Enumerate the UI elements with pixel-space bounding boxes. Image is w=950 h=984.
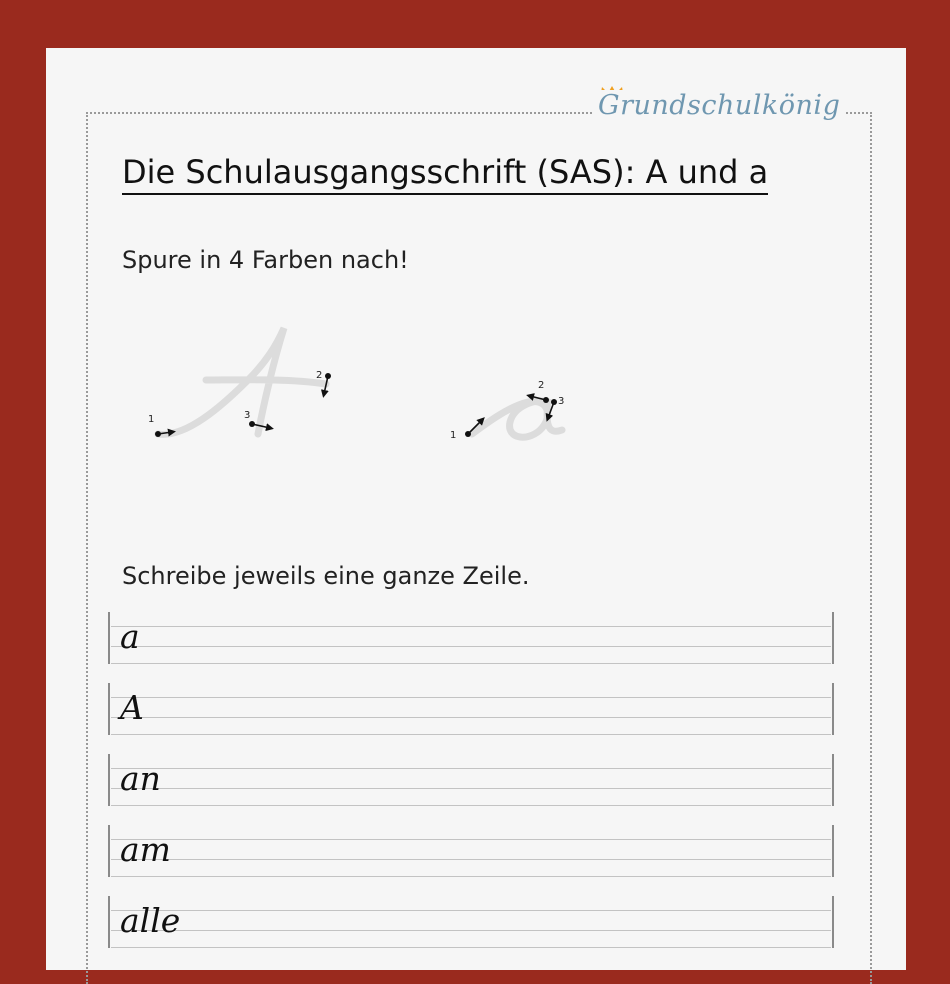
page-title: Die Schulausgangsschrift (SAS): A und a bbox=[122, 152, 768, 195]
stroke-number: 3 bbox=[558, 396, 565, 407]
model-word: A bbox=[120, 688, 144, 727]
stroke-number: 1 bbox=[148, 414, 155, 425]
tracing-letters bbox=[126, 310, 586, 480]
brand-logo: Grundschulkönig bbox=[594, 90, 844, 121]
stroke-number: 3 bbox=[244, 410, 251, 421]
model-word: an bbox=[120, 759, 161, 798]
writing-row[interactable] bbox=[108, 754, 834, 806]
worksheet-page bbox=[46, 48, 906, 970]
model-word: alle bbox=[120, 901, 181, 940]
writing-row[interactable] bbox=[108, 612, 834, 664]
writing-lines bbox=[108, 612, 834, 952]
writing-row[interactable] bbox=[108, 896, 834, 948]
trace-instruction: Spure in 4 Farben nach! bbox=[122, 246, 409, 274]
stroke-number: 2 bbox=[316, 370, 323, 381]
stroke-number: 2 bbox=[538, 380, 545, 391]
write-instruction: Schreibe jeweils eine ganze Zeile. bbox=[122, 562, 530, 590]
writing-row[interactable] bbox=[108, 825, 834, 877]
writing-row[interactable] bbox=[108, 683, 834, 735]
model-word: am bbox=[120, 830, 171, 869]
trace-letter-small-a bbox=[450, 380, 564, 441]
trace-letter-capital-a bbox=[148, 328, 331, 437]
model-word: a bbox=[120, 617, 140, 656]
stroke-number: 1 bbox=[450, 430, 457, 441]
